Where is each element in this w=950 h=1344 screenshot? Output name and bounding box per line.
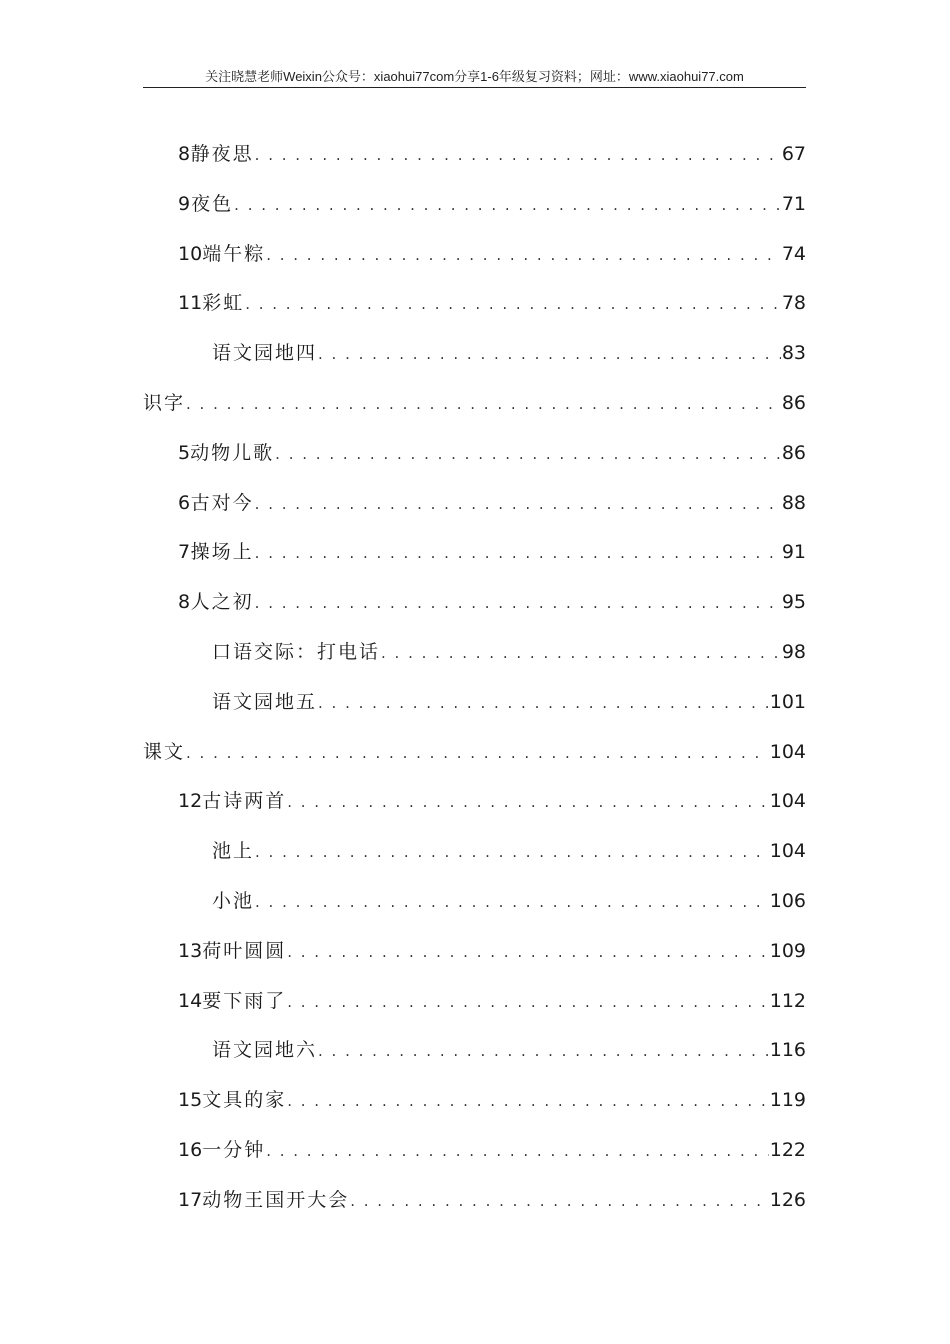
toc-entry[interactable] [143, 877, 806, 927]
toc-entry-page-number: 119 [769, 1089, 806, 1112]
toc-entry-page-number: 71 [781, 192, 806, 215]
toc-entry-title: 语文园地四 [212, 342, 318, 365]
toc-entry-page-number: 83 [781, 342, 806, 365]
toc-entry-page-number: 116 [769, 1039, 806, 1062]
toc-entry-title: 文具的家 [202, 1089, 287, 1112]
toc-entry-page-number: 95 [781, 591, 806, 614]
dot-leader [287, 1077, 769, 1127]
toc-entry-page-number: 91 [781, 541, 806, 564]
toc-entry-number: 9 [178, 192, 191, 215]
toc-entry-page-number: 86 [781, 441, 806, 464]
dot-leader [287, 778, 769, 828]
dot-leader [255, 828, 769, 878]
toc-entry-title: 人之初 [190, 591, 254, 614]
toc-entry[interactable] [143, 927, 806, 977]
toc-entry-page-number: 106 [769, 889, 806, 912]
toc-entry[interactable] [143, 379, 806, 429]
dot-leader [255, 529, 781, 579]
toc-entry-page-number: 74 [781, 242, 806, 265]
toc-entry[interactable] [143, 180, 806, 230]
dot-leader [350, 1177, 769, 1227]
dot-leader [186, 380, 781, 430]
toc-entry-title: 荷叶圆圆 [202, 939, 287, 962]
toc-entry-number: 8 [178, 143, 191, 165]
toc-entry-number: 11 [178, 292, 203, 315]
toc-entry-page-number: 98 [781, 640, 806, 663]
toc-entry-number: 7 [178, 541, 191, 564]
toc-entry-page-number: 78 [781, 292, 806, 315]
toc-entry[interactable] [143, 777, 806, 827]
toc-entry[interactable] [143, 1126, 806, 1176]
toc-entry-title: 一分钟 [202, 1138, 266, 1161]
toc-entry-title: 识字 [143, 391, 186, 414]
toc-entry-number: 12 [178, 790, 203, 813]
toc-entry-title: 动物儿歌 [190, 441, 275, 464]
toc-entry-number: 17 [178, 1188, 203, 1211]
toc-entry[interactable] [143, 479, 806, 529]
toc-entry-number: 6 [178, 491, 191, 514]
toc-entry[interactable] [143, 1176, 806, 1226]
dot-leader [255, 878, 769, 928]
toc-entry-page-number: 104 [769, 790, 806, 813]
toc-entry[interactable] [143, 827, 806, 877]
toc-entry-number: 8 [178, 591, 191, 614]
toc-entry[interactable] [143, 1026, 806, 1076]
dot-leader [266, 1127, 769, 1177]
toc-entry-title: 语文园地六 [212, 1039, 318, 1062]
dot-leader [318, 330, 781, 380]
toc-entry-title: 古诗两首 [202, 790, 287, 813]
toc-entry-title: 静夜思 [190, 143, 254, 165]
toc-entry[interactable] [143, 429, 806, 479]
toc-entry-title: 要下雨了 [202, 989, 287, 1012]
toc-entry-number: 5 [178, 441, 191, 464]
header-divider [143, 87, 806, 88]
dot-leader [287, 978, 769, 1028]
toc-entry-title: 课文 [143, 740, 186, 763]
toc-entry-page-number: 104 [769, 840, 806, 863]
dot-leader [318, 1027, 769, 1077]
toc-entry-title: 古对今 [190, 491, 254, 514]
dot-leader [255, 131, 781, 181]
dot-leader [287, 928, 769, 978]
toc-entry-title: 池上 [212, 840, 255, 863]
toc-entry-number: 13 [178, 939, 203, 962]
dot-leader [255, 579, 781, 629]
page-header: 关注晓慧老师Weixin公众号：xiaohui77com分享1-6年级复习资料；网址：www.xiaohui77.com [205, 69, 744, 84]
toc-entry-number: 10 [178, 242, 203, 265]
toc-entry[interactable] [143, 678, 806, 728]
toc-entry[interactable] [143, 230, 806, 280]
toc-entry[interactable] [143, 1076, 806, 1126]
toc-entry-page-number: 86 [781, 391, 806, 414]
toc-entry-page-number: 122 [769, 1138, 806, 1161]
toc-entry[interactable] [143, 329, 806, 379]
toc-entry-number: 16 [178, 1138, 203, 1161]
toc-entry[interactable] [143, 578, 806, 628]
toc-entry-title: 彩虹 [202, 292, 245, 315]
dot-leader [186, 729, 769, 779]
toc-entry-page-number: 67 [781, 143, 806, 165]
toc-entry-title: 口语交际：打电话 [212, 640, 381, 663]
toc-entry-page-number: 112 [769, 989, 806, 1012]
dot-leader [381, 629, 781, 679]
dot-leader [275, 430, 781, 480]
toc-entry[interactable] [143, 628, 806, 678]
dot-leader [266, 231, 781, 281]
toc-entry-page-number: 109 [769, 939, 806, 962]
table-of-contents [143, 130, 806, 1226]
toc-entry-number: 15 [178, 1089, 203, 1112]
dot-leader [234, 181, 781, 231]
toc-entry[interactable] [143, 728, 806, 778]
toc-entry[interactable] [143, 528, 806, 578]
toc-entry-title: 小池 [212, 889, 255, 912]
toc-entry[interactable] [143, 977, 806, 1027]
toc-entry-title: 夜色 [191, 192, 234, 215]
toc-entry-page-number: 126 [769, 1188, 806, 1211]
dot-leader [318, 679, 769, 729]
toc-entry-page-number: 101 [769, 690, 806, 713]
toc-entry-number: 14 [178, 989, 203, 1012]
toc-entry-title: 操场上 [190, 541, 254, 564]
toc-entry[interactable] [143, 279, 806, 329]
toc-entry-title: 语文园地五 [212, 690, 318, 713]
toc-entry-page-number: 104 [769, 740, 806, 763]
toc-entry-page-number: 88 [781, 491, 806, 514]
toc-entry[interactable] [143, 130, 806, 180]
dot-leader [245, 280, 781, 330]
dot-leader [255, 480, 781, 530]
toc-entry-title: 端午粽 [202, 242, 266, 265]
toc-entry-title: 动物王国开大会 [202, 1188, 350, 1211]
